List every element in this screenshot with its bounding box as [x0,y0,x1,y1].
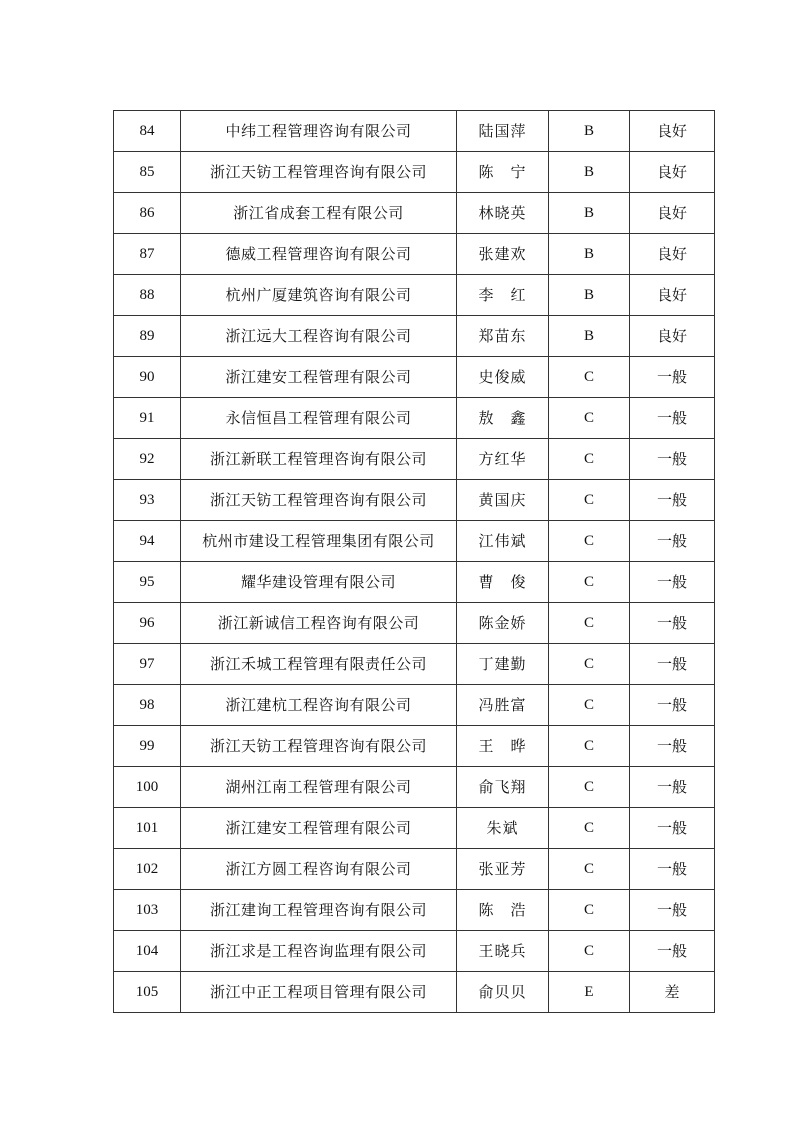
person-name-cell: 俞飞翔 [457,767,549,808]
rating-cell: 良好 [630,193,715,234]
grade-cell: C [549,890,630,931]
company-name-cell: 浙江中正工程项目管理有限公司 [181,972,457,1013]
row-number-cell: 100 [114,767,181,808]
company-name-cell: 浙江远大工程咨询有限公司 [181,316,457,357]
grade-cell: C [549,398,630,439]
person-name-cell: 张建欢 [457,234,549,275]
row-number-cell: 88 [114,275,181,316]
table-row [114,890,715,931]
grade-cell: B [549,234,630,275]
row-number-cell: 91 [114,398,181,439]
company-name-cell: 浙江天钫工程管理咨询有限公司 [181,152,457,193]
rating-cell: 一般 [630,767,715,808]
person-name-cell: 俞贝贝 [457,972,549,1013]
table-row [114,726,715,767]
evaluation-table [113,110,715,1013]
company-name-cell: 浙江建安工程管理有限公司 [181,357,457,398]
person-name-cell: 曹 俊 [457,562,549,603]
rating-cell: 一般 [630,480,715,521]
row-number-cell: 97 [114,644,181,685]
row-number-cell: 90 [114,357,181,398]
grade-cell: C [549,357,630,398]
company-name-cell: 浙江新诚信工程咨询有限公司 [181,603,457,644]
table-row [114,972,715,1013]
evaluation-table-body [114,111,715,1013]
rating-cell: 一般 [630,849,715,890]
person-name-cell: 朱斌 [457,808,549,849]
table-row [114,931,715,972]
person-name-cell: 陈 宁 [457,152,549,193]
company-name-cell: 浙江求是工程咨询监理有限公司 [181,931,457,972]
grade-cell: C [549,480,630,521]
person-name-cell: 王晓兵 [457,931,549,972]
table-row [114,152,715,193]
row-number-cell: 104 [114,931,181,972]
rating-cell: 良好 [630,275,715,316]
person-name-cell: 陈 浩 [457,890,549,931]
person-name-cell: 陈金娇 [457,603,549,644]
table-row [114,562,715,603]
company-name-cell: 浙江禾城工程管理有限责任公司 [181,644,457,685]
grade-cell: C [549,931,630,972]
rating-cell: 一般 [630,890,715,931]
company-name-cell: 湖州江南工程管理有限公司 [181,767,457,808]
company-name-cell: 浙江天钫工程管理咨询有限公司 [181,480,457,521]
row-number-cell: 99 [114,726,181,767]
company-name-cell: 杭州市建设工程管理集团有限公司 [181,521,457,562]
table-row [114,193,715,234]
table-row [114,357,715,398]
person-name-cell: 敖 鑫 [457,398,549,439]
table-row [114,234,715,275]
row-number-cell: 103 [114,890,181,931]
company-name-cell: 中纬工程管理咨询有限公司 [181,111,457,152]
rating-cell: 一般 [630,439,715,480]
grade-cell: B [549,316,630,357]
person-name-cell: 张亚芳 [457,849,549,890]
rating-cell: 差 [630,972,715,1013]
table-row [114,111,715,152]
company-name-cell: 德威工程管理咨询有限公司 [181,234,457,275]
grade-cell: B [549,111,630,152]
grade-cell: C [549,849,630,890]
table-row [114,767,715,808]
person-name-cell: 史俊威 [457,357,549,398]
person-name-cell: 陆国萍 [457,111,549,152]
grade-cell: C [549,603,630,644]
person-name-cell: 冯胜富 [457,685,549,726]
table-row [114,849,715,890]
table-row [114,439,715,480]
rating-cell: 一般 [630,726,715,767]
rating-cell: 一般 [630,562,715,603]
row-number-cell: 84 [114,111,181,152]
company-name-cell: 浙江建安工程管理有限公司 [181,808,457,849]
row-number-cell: 92 [114,439,181,480]
person-name-cell: 丁建勤 [457,644,549,685]
company-name-cell: 浙江方圆工程咨询有限公司 [181,849,457,890]
table-row [114,808,715,849]
table-row [114,480,715,521]
grade-cell: C [549,439,630,480]
company-name-cell: 浙江建询工程管理咨询有限公司 [181,890,457,931]
rating-cell: 一般 [630,398,715,439]
row-number-cell: 105 [114,972,181,1013]
person-name-cell: 郑苗东 [457,316,549,357]
rating-cell: 良好 [630,111,715,152]
company-name-cell: 浙江新联工程管理咨询有限公司 [181,439,457,480]
person-name-cell: 林晓英 [457,193,549,234]
grade-cell: C [549,644,630,685]
row-number-cell: 98 [114,685,181,726]
row-number-cell: 95 [114,562,181,603]
table-row [114,685,715,726]
person-name-cell: 黄国庆 [457,480,549,521]
rating-cell: 一般 [630,685,715,726]
company-name-cell: 杭州广厦建筑咨询有限公司 [181,275,457,316]
grade-cell: C [549,685,630,726]
row-number-cell: 87 [114,234,181,275]
company-name-cell: 永信恒昌工程管理有限公司 [181,398,457,439]
company-name-cell: 耀华建设管理有限公司 [181,562,457,603]
row-number-cell: 89 [114,316,181,357]
table-row [114,603,715,644]
row-number-cell: 96 [114,603,181,644]
grade-cell: C [549,726,630,767]
rating-cell: 一般 [630,603,715,644]
grade-cell: C [549,808,630,849]
company-name-cell: 浙江省成套工程有限公司 [181,193,457,234]
company-name-cell: 浙江建杭工程咨询有限公司 [181,685,457,726]
row-number-cell: 101 [114,808,181,849]
grade-cell: C [549,767,630,808]
table-row [114,398,715,439]
person-name-cell: 李 红 [457,275,549,316]
row-number-cell: 86 [114,193,181,234]
row-number-cell: 93 [114,480,181,521]
grade-cell: B [549,193,630,234]
person-name-cell: 王 晔 [457,726,549,767]
rating-cell: 一般 [630,808,715,849]
grade-cell: C [549,521,630,562]
rating-cell: 一般 [630,357,715,398]
person-name-cell: 方红华 [457,439,549,480]
rating-cell: 一般 [630,644,715,685]
row-number-cell: 85 [114,152,181,193]
company-name-cell: 浙江天钫工程管理咨询有限公司 [181,726,457,767]
rating-cell: 一般 [630,931,715,972]
rating-cell: 良好 [630,316,715,357]
row-number-cell: 94 [114,521,181,562]
table-row [114,275,715,316]
grade-cell: B [549,275,630,316]
rating-cell: 良好 [630,152,715,193]
rating-cell: 一般 [630,521,715,562]
grade-cell: E [549,972,630,1013]
table-row [114,521,715,562]
table-row [114,316,715,357]
grade-cell: C [549,562,630,603]
grade-cell: B [549,152,630,193]
person-name-cell: 江伟斌 [457,521,549,562]
table-row [114,644,715,685]
rating-cell: 良好 [630,234,715,275]
row-number-cell: 102 [114,849,181,890]
